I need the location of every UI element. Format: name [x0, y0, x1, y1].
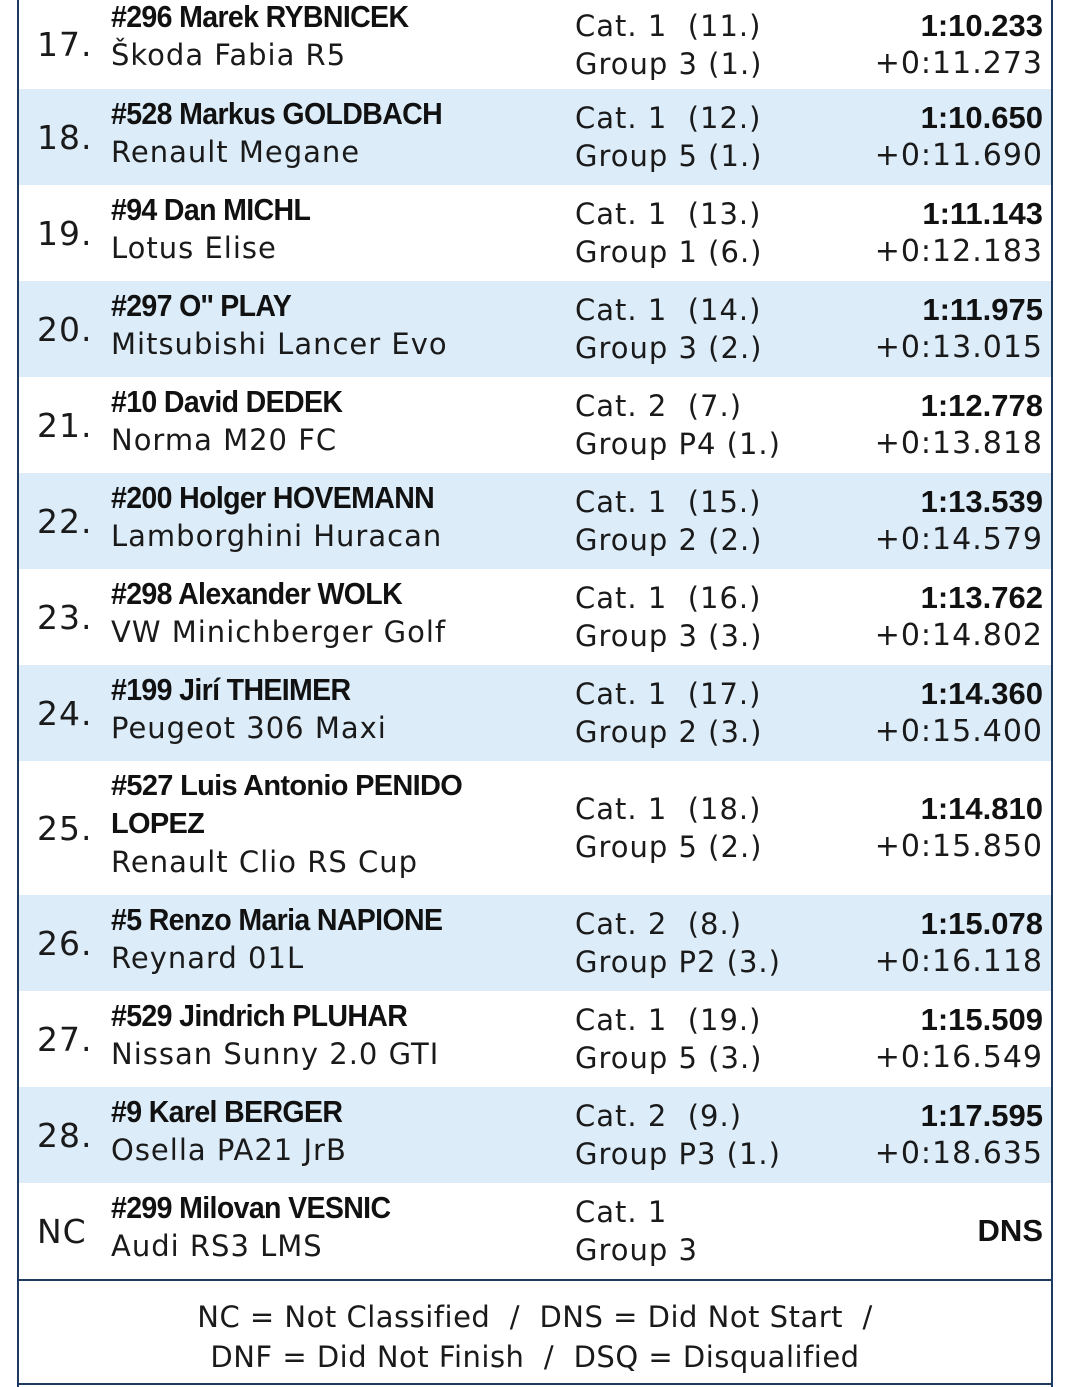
legend-line-2: DNF = Did Not Finish / DSQ = Disqualified: [210, 1340, 860, 1374]
time-gap: +0:16.549: [874, 1040, 1043, 1075]
best-time: 1:14.360: [920, 676, 1043, 711]
position: 21.: [37, 405, 93, 445]
group: Group P3 (1.): [575, 1137, 781, 1171]
driver-block: [111, 1093, 561, 1169]
driver-name: #297 O'' PLAY: [111, 288, 292, 323]
best-time: 1:11.143: [922, 196, 1043, 231]
car-model: Lamborghini Huracan: [111, 519, 443, 553]
car-model: Norma M20 FC: [111, 423, 338, 457]
class-block: [575, 991, 762, 1087]
time-block: [875, 377, 1043, 473]
class-block: [575, 0, 762, 89]
best-time: 1:10.650: [920, 100, 1043, 135]
best-time: 1:13.539: [920, 484, 1043, 519]
group: Group 1 (6.): [575, 235, 763, 269]
result-status: DNS: [977, 1213, 1043, 1248]
position: 18.: [37, 117, 93, 157]
class-block: [575, 281, 762, 377]
position: 26.: [37, 923, 93, 963]
position: NC: [37, 1211, 87, 1251]
group: Group 2 (3.): [575, 715, 763, 749]
position: 20.: [37, 309, 93, 349]
time-gap: +0:14.579: [874, 522, 1043, 557]
driver-block: [111, 95, 561, 171]
group: Group 5 (3.): [575, 1041, 763, 1075]
driver-name: #199 Jirí THEIMER: [111, 672, 351, 707]
category: Cat. 1 (13.): [575, 197, 762, 231]
time-block: [875, 991, 1043, 1087]
group: Group 3 (2.): [575, 331, 763, 365]
driver-name: #296 Marek RYBNICEK: [111, 0, 409, 34]
result-row: [19, 0, 1051, 89]
driver-block: [111, 901, 561, 977]
group: Group 2 (2.): [575, 523, 763, 557]
category: Cat. 1: [575, 1195, 668, 1229]
driver-name: #5 Renzo Maria NAPIONE: [111, 902, 443, 937]
position: 19.: [37, 213, 93, 253]
result-row: [19, 991, 1051, 1087]
driver-name: #528 Markus GOLDBACH: [111, 96, 443, 131]
group: Group 5 (1.): [575, 139, 763, 173]
category: Cat. 2 (7.): [575, 389, 743, 423]
class-block: [575, 377, 781, 473]
time-gap: +0:13.818: [874, 426, 1043, 461]
class-block: [575, 761, 762, 895]
class-block: [575, 89, 762, 185]
group: Group 3 (1.): [575, 46, 763, 81]
result-row: [19, 1087, 1051, 1183]
legend-line-1: NC = Not Classified / DNS = Did Not Start /: [197, 1300, 873, 1334]
category: Cat. 1 (18.): [575, 792, 762, 826]
result-row: [19, 761, 1051, 895]
time-block: [875, 185, 1043, 281]
driver-name: #200 Holger HOVEMANN: [111, 480, 435, 515]
car-model: Peugeot 306 Maxi: [111, 711, 387, 745]
category: Cat. 1 (12.): [575, 101, 762, 135]
driver-name: #299 Milovan VESNIC: [111, 1190, 391, 1225]
car-model: Renault Megane: [111, 135, 361, 169]
time-gap: +0:14.802: [874, 618, 1043, 653]
class-block: [575, 473, 762, 569]
time-block: [978, 1183, 1043, 1279]
best-time: 1:14.810: [920, 791, 1043, 826]
car-model: Nissan Sunny 2.0 GTI: [111, 1037, 440, 1071]
time-gap: +0:15.850: [874, 829, 1043, 864]
result-row: [19, 1183, 1051, 1279]
driver-block: [111, 287, 561, 363]
group: Group 3: [575, 1233, 698, 1267]
result-row: [19, 569, 1051, 665]
time-gap: +0:13.015: [874, 330, 1043, 365]
time-block: [875, 473, 1043, 569]
class-block: [575, 569, 762, 665]
group: Group P2 (3.): [575, 945, 781, 979]
category: Cat. 2 (8.): [575, 907, 743, 941]
time-block: [875, 665, 1043, 761]
time-block: [875, 569, 1043, 665]
car-model: Lotus Elise: [111, 231, 277, 265]
car-model: Audi RS3 LMS: [111, 1229, 323, 1263]
position: 25.: [37, 808, 93, 848]
driver-block: [111, 0, 561, 74]
driver-name: #298 Alexander WOLK: [111, 576, 403, 611]
group: Group P4 (1.): [575, 427, 781, 461]
driver-block: [111, 191, 561, 267]
time-gap: +0:16.118: [874, 944, 1043, 979]
driver-name: #10 David DEDEK: [111, 384, 343, 419]
driver-block: [111, 383, 561, 459]
result-row: [19, 281, 1051, 377]
position: 27.: [37, 1019, 93, 1059]
class-block: [575, 185, 762, 281]
result-row: [19, 377, 1051, 473]
time-gap: +0:15.400: [874, 714, 1043, 749]
category: Cat. 1 (19.): [575, 1003, 762, 1037]
driver-block: [111, 997, 561, 1073]
car-model: Reynard 01L: [111, 941, 305, 975]
results-table: [19, 0, 1051, 1279]
category: Cat. 1 (11.): [575, 8, 762, 43]
driver-name: #94 Dan MICHL: [111, 192, 311, 227]
time-block: [875, 281, 1043, 377]
time-block: [875, 761, 1043, 895]
class-block: [575, 895, 781, 991]
best-time: 1:11.975: [922, 292, 1043, 327]
class-block: [575, 1087, 781, 1183]
driver-block: [111, 767, 561, 881]
driver-block: [111, 479, 561, 555]
driver-block: [111, 1189, 561, 1265]
status-legend: [19, 1279, 1051, 1385]
driver-name: #527 Luis Antonio PENIDO LOPEZ: [111, 770, 463, 840]
time-gap: +0:18.635: [874, 1136, 1043, 1171]
best-time: 1:13.762: [920, 580, 1043, 615]
driver-block: [111, 575, 561, 651]
category: Cat. 1 (17.): [575, 677, 762, 711]
position: 17.: [37, 25, 93, 64]
best-time: 1:15.078: [920, 906, 1043, 941]
category: Cat. 2 (9.): [575, 1099, 743, 1133]
position: 23.: [37, 597, 93, 637]
group: Group 3 (3.): [575, 619, 763, 653]
result-row: [19, 473, 1051, 569]
class-block: [575, 665, 762, 761]
time-gap: +0:11.690: [874, 138, 1043, 173]
car-model: Škoda Fabia R5: [111, 38, 347, 72]
position: 22.: [37, 501, 93, 541]
time-gap: +0:11.273: [874, 45, 1043, 81]
time-block: [875, 895, 1043, 991]
result-row: [19, 185, 1051, 281]
time-block: [875, 1087, 1043, 1183]
driver-name: #529 Jindrich PLUHAR: [111, 998, 408, 1033]
category: Cat. 1 (16.): [575, 581, 762, 615]
driver-block: [111, 671, 561, 747]
driver-name: #9 Karel BERGER: [111, 1094, 343, 1129]
category: Cat. 1 (14.): [575, 293, 762, 327]
results-sheet: [17, 0, 1053, 1387]
time-block: [875, 89, 1043, 185]
group: Group 5 (2.): [575, 830, 763, 864]
position: 28.: [37, 1115, 93, 1155]
best-time: 1:15.509: [920, 1002, 1043, 1037]
best-time: 1:12.778: [920, 388, 1043, 423]
result-row: [19, 665, 1051, 761]
position: 24.: [37, 693, 93, 733]
car-model: VW Minichberger Golf: [111, 615, 447, 649]
result-row: [19, 895, 1051, 991]
result-row: [19, 89, 1051, 185]
category: Cat. 1 (15.): [575, 485, 762, 519]
car-model: Mitsubishi Lancer Evo: [111, 327, 448, 361]
best-time: 1:10.233: [920, 7, 1043, 43]
car-model: Osella PA21 JrB: [111, 1133, 347, 1167]
class-block: [575, 1183, 698, 1279]
best-time: 1:17.595: [920, 1098, 1043, 1133]
car-model: Renault Clio RS Cup: [111, 845, 419, 879]
time-gap: +0:12.183: [874, 234, 1043, 269]
time-block: [875, 0, 1043, 89]
